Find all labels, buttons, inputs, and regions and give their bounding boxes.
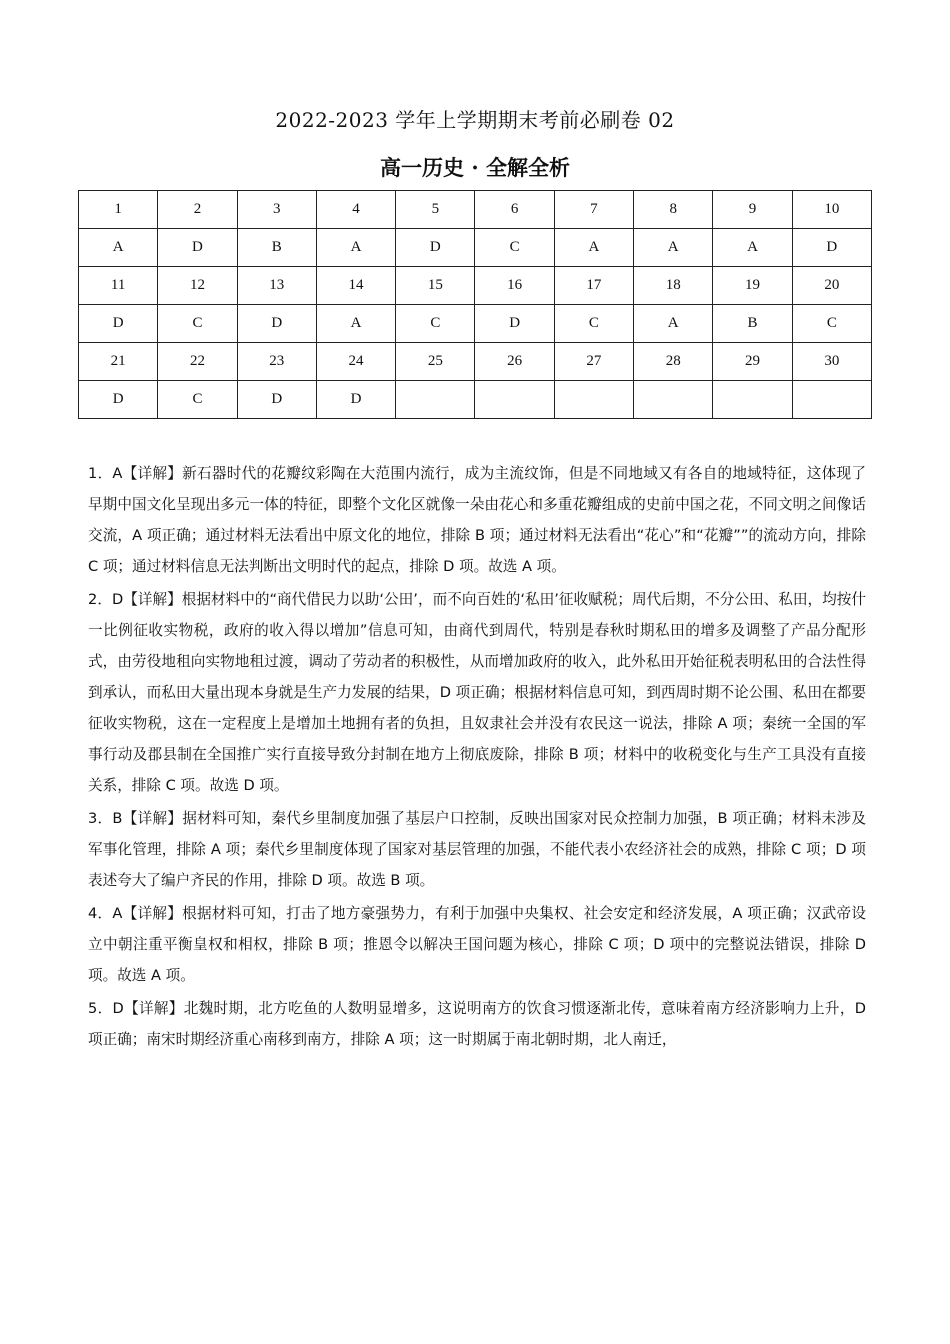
question-number-cell: 25 (396, 343, 475, 381)
answer-cell: A (554, 229, 633, 267)
question-number-cell: 27 (554, 343, 633, 381)
explanations (88, 458, 866, 1057)
question-number-cell: 17 (554, 267, 633, 305)
question-number-row (79, 191, 872, 229)
question-number-cell: 11 (79, 267, 158, 305)
answer-cell: A (79, 229, 158, 267)
explanation-2: 2．D【详解】根据材料中的“商代借民力以助‘公田’，而不向百姓的‘私田’征收赋税；周代后期，不分公田、私田，均按什一比例征收实物税，政府的收入得以增加”信息可知，由商代到周代，特别是春秋时期私田的增多及调整了产品分配形式，由劳役地租向实物地租过渡，调动了劳动者的积极性，从而增加政府的收入，此外私田开始征税表明私田的合法性得到承认，而私田大量出现本身就是生产力发展的结果，D 项正确；根据材料信息可知，到西周时期不论公围、私田在都要征收实物税，这在一定程度上是增加土地拥有者的负担，且奴隶社会并没有农民这一说法，排除 A 项；秦统一全国的军事行动及郡县制在全国推广实行直接导致分封制在地方上彻底废除，排除 B 项；材料中的收税变化与生产工具没有直接关系，排除 C 项。故选 D 项。 (88, 591, 866, 794)
answer-cell: D (237, 381, 316, 419)
answer-cell: C (158, 305, 237, 343)
answer-cell: A (713, 229, 792, 267)
answer-cell: D (792, 229, 871, 267)
question-number-cell: 19 (713, 267, 792, 305)
explanation-5: 5．D【详解】北魏时期，北方吃鱼的人数明显增多，这说明南方的饮食习惯逐渐北传，意味着南方经济影响力上升，D 项正确；南宋时期经济重心南移到南方，排除 A 项；这一时期属于南北朝时期，北人南迁， (88, 1000, 866, 1048)
question-number-cell: 18 (634, 267, 713, 305)
question-number-cell: 6 (475, 191, 554, 229)
question-number-cell: 4 (316, 191, 395, 229)
explanation-1: 1．A【详解】新石器时代的花瓣纹彩陶在大范围内流行，成为主流纹饰，但是不同地域又有各自的地域特征，这体现了早期中国文化呈现出多元一体的特征，即整个文化区就像一朵由花心和多重花瓣组成的史前中国之花，不同文明之间像话交流，A 项正确；通过材料无法看出中原文化的地位，排除 B 项；通过材料无法看出“花心”和“花瓣””的流动方向，排除 C 项；通过材料信息无法判断出文明时代的起点，排除 D 项。故选 A 项。 (88, 465, 866, 575)
answer-cell: C (396, 305, 475, 343)
question-number-cell: 28 (634, 343, 713, 381)
answer-row (79, 305, 872, 343)
question-number-row (79, 343, 872, 381)
question-number-cell: 23 (237, 343, 316, 381)
page-title: 2022-2023 学年上学期期末考前必刷卷 02 (275, 108, 675, 132)
question-number-cell: 10 (792, 191, 871, 229)
question-number-cell: 24 (316, 343, 395, 381)
answer-cell: A (634, 305, 713, 343)
question-number-cell: 14 (316, 267, 395, 305)
answer-cell: D (79, 381, 158, 419)
answer-row (79, 381, 872, 419)
question-number-row (79, 267, 872, 305)
answer-table (78, 190, 872, 419)
answer-cell (792, 381, 871, 419)
question-number-cell: 26 (475, 343, 554, 381)
answer-cell: A (634, 229, 713, 267)
answer-cell: A (316, 229, 395, 267)
answer-cell: D (396, 229, 475, 267)
explanation-3: 3．B【详解】据材料可知，秦代乡里制度加强了基层户口控制，反映出国家对民众控制力加强，B 项正确；材料未涉及军事化管理，排除 A 项；秦代乡里制度体现了国家对基层管理的加强，不能代表小农经济社会的成熟，排除 C 项；D 项表述夸大了编户齐民的作用，排除 D 项。故选 B 项。 (88, 810, 866, 889)
answer-cell: B (237, 229, 316, 267)
answer-cell: D (475, 305, 554, 343)
question-number-cell: 13 (237, 267, 316, 305)
question-number-cell: 1 (79, 191, 158, 229)
question-number-cell: 3 (237, 191, 316, 229)
answer-cell (475, 381, 554, 419)
question-number-cell: 7 (554, 191, 633, 229)
explanation-4: 4．A【详解】根据材料可知，打击了地方豪强势力，有利于加强中央集权、社会安定和经济发展，A 项正确；汉武帝设立中朝注重平衡皇权和相权，排除 B 项；推恩令以解决王国问题为核心，排除 C 项；D 项中的完整说法错误，排除 D 项。故选 A 项。 (88, 905, 866, 984)
question-number-cell: 20 (792, 267, 871, 305)
answer-cell: A (316, 305, 395, 343)
question-number-cell: 5 (396, 191, 475, 229)
answer-cell: C (475, 229, 554, 267)
question-number-cell: 29 (713, 343, 792, 381)
answer-cell (713, 381, 792, 419)
question-number-cell: 30 (792, 343, 871, 381)
answer-cell: D (79, 305, 158, 343)
question-number-cell: 9 (713, 191, 792, 229)
question-number-cell: 15 (396, 267, 475, 305)
answer-cell: D (158, 229, 237, 267)
question-number-cell: 8 (634, 191, 713, 229)
answer-cell (396, 381, 475, 419)
question-number-cell: 22 (158, 343, 237, 381)
question-number-cell: 16 (475, 267, 554, 305)
question-number-cell: 2 (158, 191, 237, 229)
question-number-cell: 21 (79, 343, 158, 381)
answer-cell: C (792, 305, 871, 343)
answer-cell: C (554, 305, 633, 343)
page-subtitle: 高一历史 · 全解全析 (380, 155, 570, 180)
answer-cell: C (158, 381, 237, 419)
answer-cell (634, 381, 713, 419)
answer-cell: B (713, 305, 792, 343)
answer-cell: D (237, 305, 316, 343)
question-number-cell: 12 (158, 267, 237, 305)
answer-cell (554, 381, 633, 419)
answer-row (79, 229, 872, 267)
answer-cell: D (316, 381, 395, 419)
